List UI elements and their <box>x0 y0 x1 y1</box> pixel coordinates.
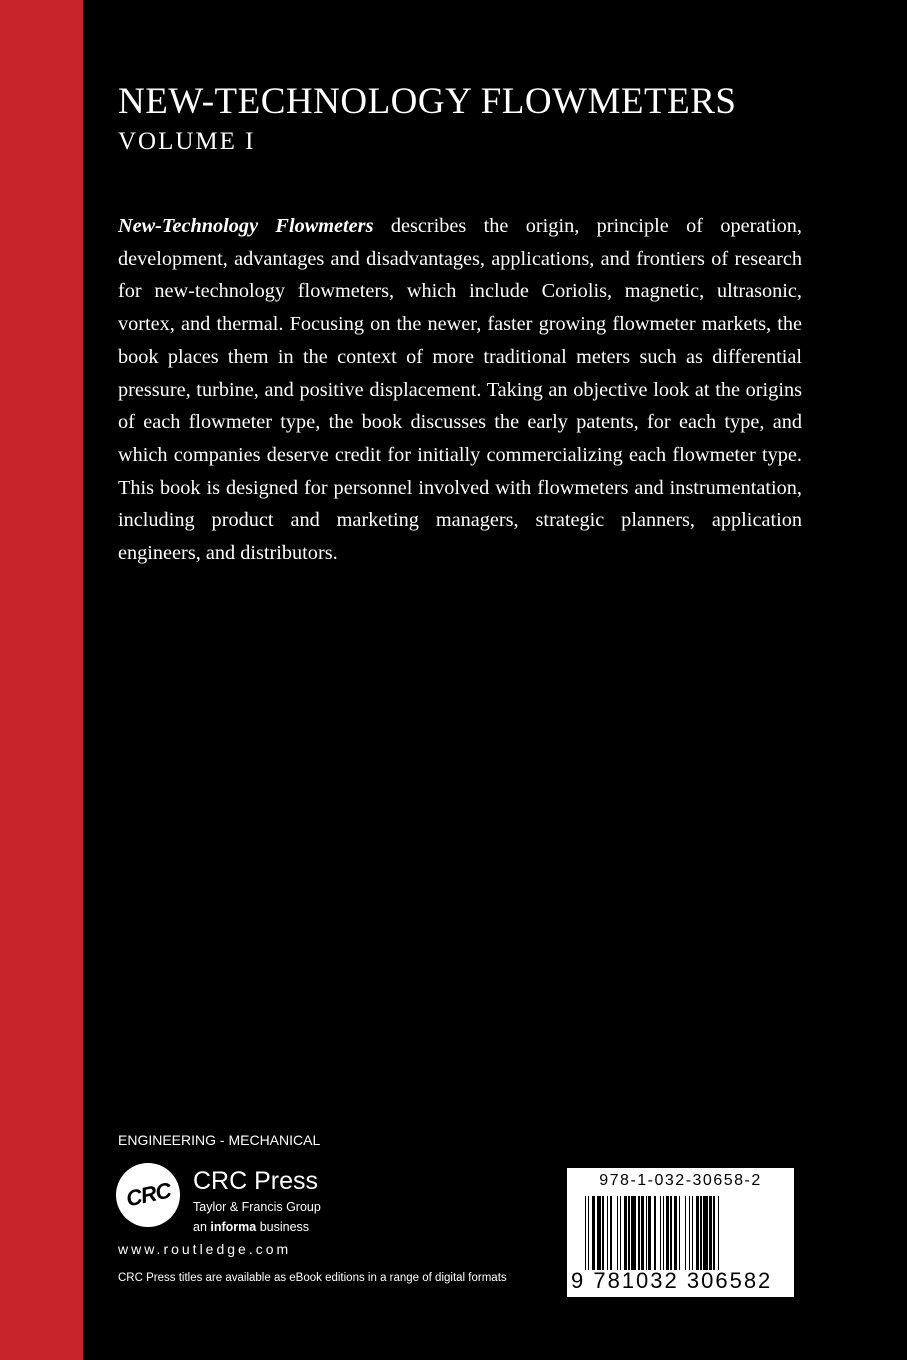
isbn-number: 978-1-032-30658-2 <box>599 1172 762 1189</box>
book-title: NEW-TECHNOLOGY FLOWMETERS <box>118 81 737 122</box>
barcode-bars <box>585 1196 785 1270</box>
blurb-book-title: New-Technology Flowmeters <box>118 215 374 237</box>
publisher-website[interactable]: www.routledge.com <box>118 1241 292 1257</box>
red-spine-stripe <box>0 0 83 1360</box>
crc-logo-icon <box>116 1163 180 1227</box>
blurb-paragraph <box>118 210 802 570</box>
volume-label: VOLUME I <box>118 128 256 155</box>
publisher-group: Taylor & Francis Group <box>193 1200 321 1214</box>
isbn-barcode <box>567 1168 794 1297</box>
ean-digits: 9 781032 306582 <box>571 1268 773 1293</box>
blurb-text: describes the origin, principle of operation, development, advantages and disadvantages, applications, and frontiers of research for new-technology flowmeters, which include Coriolis, magnetic, ultrasonic, vortex, and thermal. Focusing on the newer, faster growing flowmeter markets, the book places them in the context of more traditional meters such as differential pressure, turbine, and positive displacement. Taking an objective look at the origins of each flowmeter type, the book discusses the early patents, for each type, and which companies deserve credit for initially commercializing each flowmeter type. This book is designed for personnel involved with flowmeters and instrumentation, including product and marketing managers, strategic planners, application engineers, and distributors. <box>118 215 802 565</box>
subject-category: ENGINEERING - MECHANICAL <box>118 1132 321 1148</box>
barcode-gap <box>719 1196 720 1270</box>
crc-logo-text: CRC <box>123 1177 173 1212</box>
publisher-name: CRC Press <box>193 1167 319 1195</box>
publisher-tagline: an informa business <box>193 1220 310 1234</box>
ebook-note: CRC Press titles are available as eBook editions in a range of digital formats <box>118 1272 507 1284</box>
